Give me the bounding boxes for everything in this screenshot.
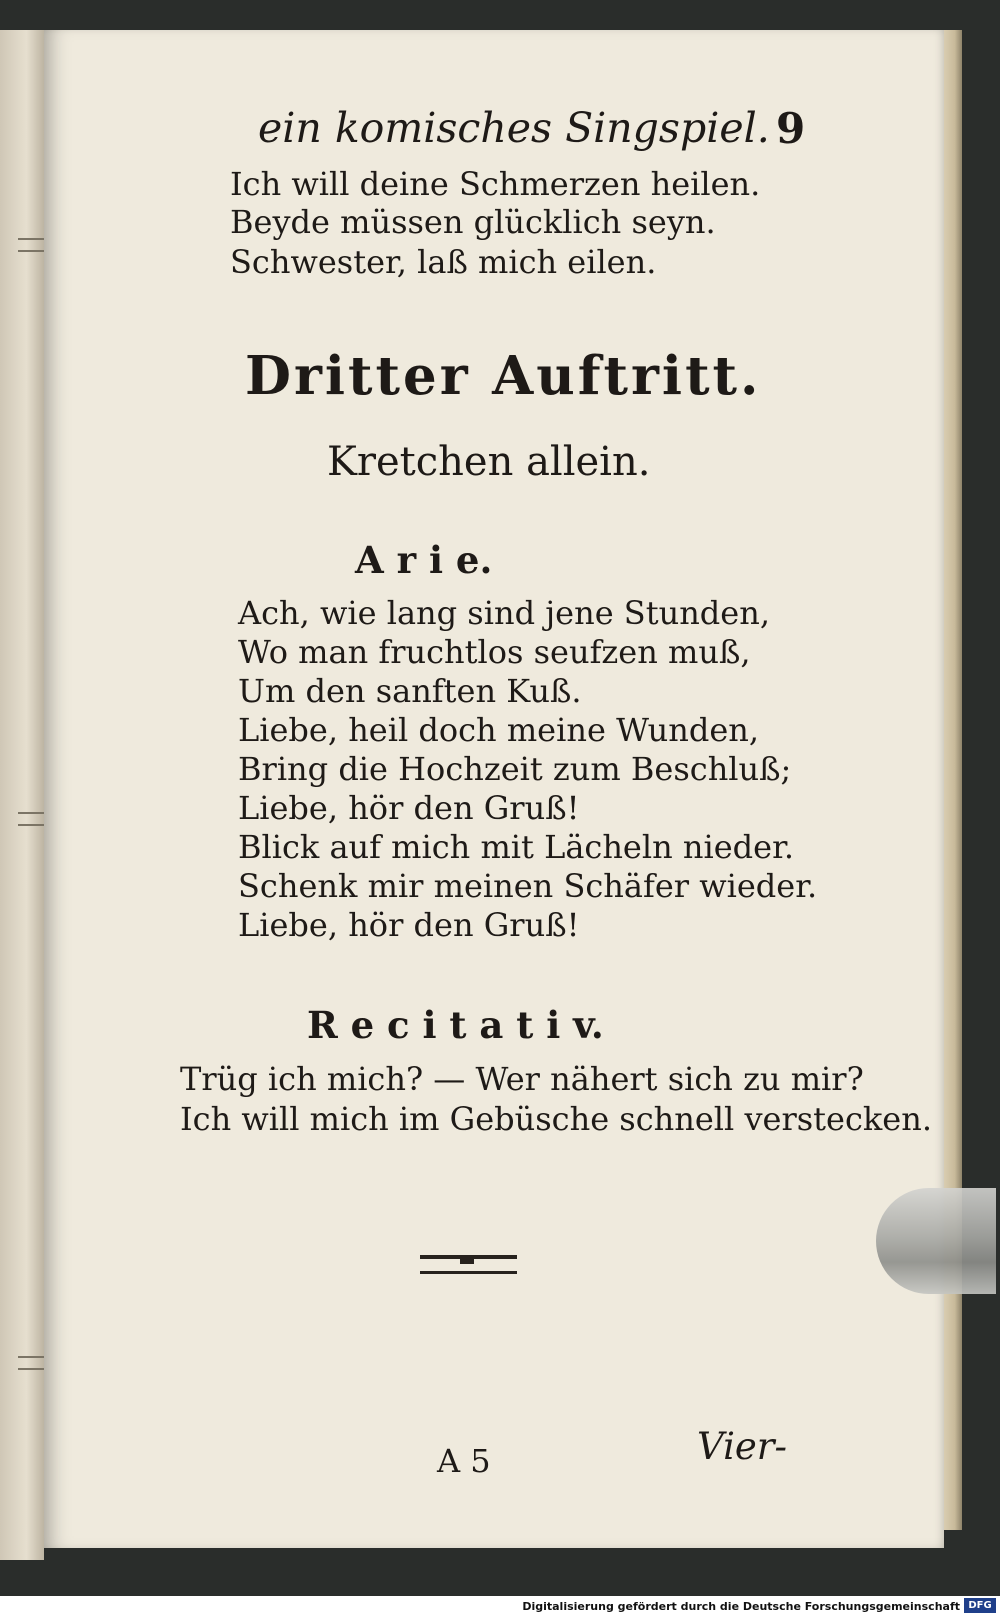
verse-line: Ich will deine Schmerzen heilen.: [230, 165, 761, 203]
page-number: 9: [776, 104, 806, 153]
recitativ-line: Ich will mich im Gebüsche schnell verstecken.: [180, 1100, 932, 1138]
aria-line: Ach, wie lang sind jene Stunden,: [238, 594, 770, 632]
scan-credit-text: Digitalisierung gefördert durch die Deutsche Forschungsgemeinschaft: [522, 1600, 960, 1613]
ornamental-rule-center: [460, 1258, 474, 1264]
page-clip: [876, 1188, 996, 1294]
scene-subheading: Kretchen allein.: [327, 439, 651, 485]
recitativ-title: R e c i t a t i v.: [307, 1003, 604, 1047]
aria-line: Schenk mir meinen Schäfer wieder.: [238, 867, 818, 905]
aria-line: Liebe, hör den Gruß!: [238, 789, 580, 827]
aria-line: Bring die Hochzeit zum Beschluß;: [238, 750, 792, 788]
signature-mark: A 5: [437, 1442, 491, 1480]
aria-line: Liebe, heil doch meine Wunden,: [238, 711, 760, 749]
running-header: ein komisches Singspiel.: [258, 104, 770, 152]
aria-line: Liebe, hör den Gruß!: [238, 906, 580, 944]
aria-line: Um den sanften Kuß.: [238, 672, 582, 710]
recitativ-line: Trüg ich mich? — Wer nähert sich zu mir?: [180, 1060, 864, 1098]
verse-line: Beyde müssen glücklich seyn.: [230, 203, 716, 241]
scene-heading: Dritter Auftritt.: [245, 345, 762, 407]
aria-line: Blick auf mich mit Lächeln nieder.: [238, 828, 795, 866]
aria-title: A r i e.: [355, 538, 493, 582]
catchword: Vier-: [697, 1425, 787, 1468]
aria-line: Wo man fruchtlos seufzen muß,: [238, 633, 751, 671]
left-page-edge: [0, 30, 44, 1560]
dfg-logo: DFG: [964, 1598, 996, 1613]
verse-line: Schwester, laß mich eilen.: [230, 243, 657, 281]
page-fore-edge: [944, 30, 962, 1530]
